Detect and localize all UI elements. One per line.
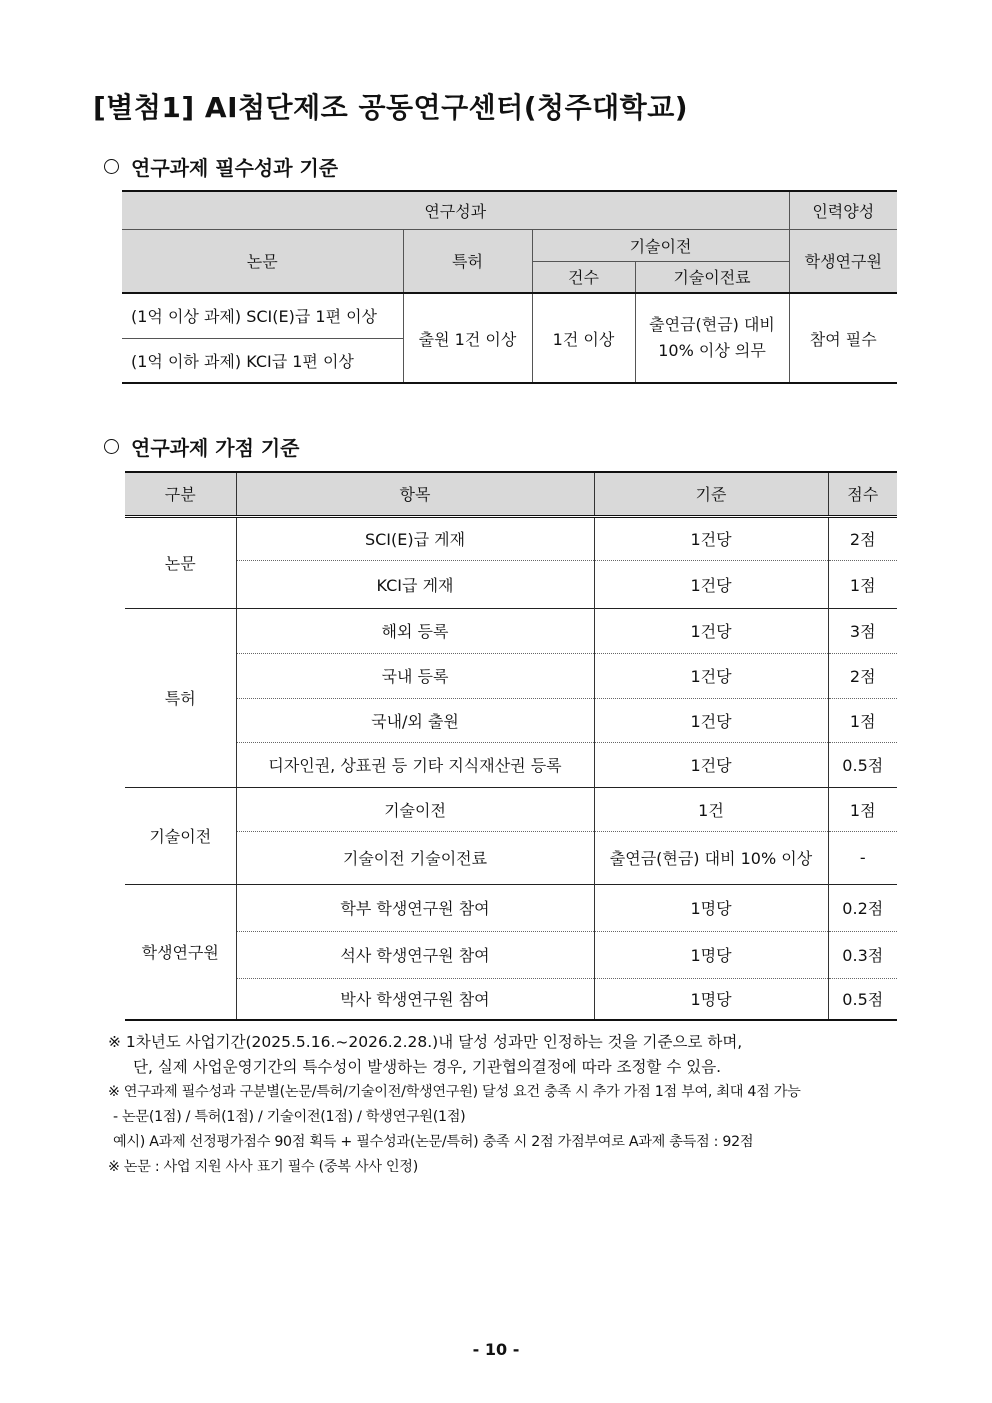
table-row: [125, 978, 897, 1020]
category-cell: 학생연구원: [125, 884, 236, 1020]
score-cell: 1점: [828, 698, 897, 742]
count-requirement: 1건 이상: [532, 293, 635, 383]
table-row: [125, 560, 897, 608]
col-header-category: 구분: [125, 472, 236, 516]
table-row: [125, 742, 897, 787]
table-row: [125, 608, 897, 653]
page-number: - 10 -: [472, 1340, 520, 1359]
circle-bullet-icon: [104, 439, 119, 454]
note-line: ※ 논문 : 사업 지원 사사 표기 필수 (중복 사사 인정): [108, 1159, 418, 1175]
score-cell: 2점: [828, 653, 897, 698]
criteria-cell: 1건당: [594, 698, 828, 742]
item-cell: 해외 등록: [236, 608, 594, 653]
category-cell: 특허: [125, 608, 236, 787]
criteria-cell: 1건당: [594, 653, 828, 698]
item-cell: 디자인권, 상표권 등 기타 지식재산권 등록: [236, 742, 594, 787]
item-cell: 박사 학생연구원 참여: [236, 978, 594, 1020]
criteria-cell: 1건당: [594, 516, 828, 560]
item-cell: 국내 등록: [236, 653, 594, 698]
note-line: - 논문(1점) / 특허(1점) / 기술이전(1점) / 학생연구원(1점): [113, 1109, 466, 1125]
section1-heading-text: 연구과제 필수성과 기준: [131, 156, 339, 180]
table-row: [125, 931, 897, 978]
criteria-cell: 1건: [594, 787, 828, 831]
table-row: [125, 884, 897, 931]
table-row: [125, 516, 897, 560]
header-manpower: 인력양성: [789, 191, 897, 229]
fee-requirement-line2: 10% 이상 의무: [658, 341, 766, 360]
circle-bullet-icon: [104, 159, 119, 174]
criteria-cell: 출연금(현금) 대비 10% 이상: [594, 831, 828, 884]
note-line: ※ 연구과제 필수성과 구분별(논문/특허/기술이전/학생연구원) 달성 요건 충족 시 추가 가점 1점 부여, 최대 4점 가능: [108, 1084, 801, 1100]
section2-heading-text: 연구과제 가점 기준: [131, 436, 300, 460]
category-cell: 논문: [125, 516, 236, 608]
section1-heading: [104, 152, 338, 181]
score-cell: 1점: [828, 560, 897, 608]
notes: [108, 1030, 801, 1180]
header-paper: 논문: [122, 229, 403, 293]
note-line: 예시) A과제 선정평가점수 90점 획득 + 필수성과(논문/특허) 충족 시 2점 가점부여로 A과제 총득점 : 92점: [113, 1134, 754, 1150]
criteria-cell: 1명당: [594, 978, 828, 1020]
header-transfer-fee: 기술이전료: [635, 261, 789, 293]
col-header-criteria: 기준: [594, 472, 828, 516]
note-line: ※ 1차년도 사업기간(2025.5.16.~2026.2.28.)내 달성 성과만 인정하는 것을 기준으로 하며,: [108, 1033, 743, 1051]
table-row: [125, 787, 897, 831]
criteria-cell: 1명당: [594, 931, 828, 978]
student-requirement: 참여 필수: [789, 293, 897, 383]
section2-heading: [104, 432, 300, 461]
table-row: [125, 831, 897, 884]
item-cell: 석사 학생연구원 참여: [236, 931, 594, 978]
item-cell: KCI급 게재: [236, 560, 594, 608]
score-cell: 3점: [828, 608, 897, 653]
score-cell: 2점: [828, 516, 897, 560]
item-cell: SCI(E)급 게재: [236, 516, 594, 560]
header-student-researcher: 학생연구원: [789, 229, 897, 293]
item-cell: 기술이전: [236, 787, 594, 831]
fee-requirement-line1: 출연금(현금) 대비: [649, 315, 775, 334]
score-cell: 0.5점: [828, 742, 897, 787]
col-header-item: 항목: [236, 472, 594, 516]
score-cell: 1점: [828, 787, 897, 831]
criteria-cell: 1명당: [594, 884, 828, 931]
criteria-cell: 1건당: [594, 560, 828, 608]
paper-requirement-1: (1억 이상 과제) SCI(E)급 1편 이상: [122, 293, 403, 338]
criteria-cell: 1건당: [594, 742, 828, 787]
category-cell: 기술이전: [125, 787, 236, 884]
bonus-points-table: [125, 471, 897, 1021]
item-cell: 국내/외 출원: [236, 698, 594, 742]
paper-requirement-2: (1억 이하 과제) KCI급 1편 이상: [122, 338, 403, 383]
header-tech-transfer: 기술이전: [532, 229, 789, 261]
page-title: [별첨1] AI첨단제조 공동연구센터(청주대학교): [93, 91, 689, 124]
item-cell: 학부 학생연구원 참여: [236, 884, 594, 931]
header-research-outcome: 연구성과: [122, 191, 789, 229]
header-patent: 특허: [403, 229, 532, 293]
col-header-score: 점수: [828, 472, 897, 516]
required-outcomes-table: [122, 190, 897, 384]
score-cell: 0.5점: [828, 978, 897, 1020]
criteria-cell: 1건당: [594, 608, 828, 653]
table-row: [125, 698, 897, 742]
table-row: [125, 653, 897, 698]
fee-requirement: [635, 293, 789, 383]
patent-requirement: 출원 1건 이상: [403, 293, 532, 383]
note-line: 단, 실제 사업운영기간의 특수성이 발생하는 경우, 기관협의결정에 따라 조정할 수 있음.: [133, 1058, 722, 1076]
score-cell: 0.3점: [828, 931, 897, 978]
score-cell: 0.2점: [828, 884, 897, 931]
header-count: 건수: [532, 261, 635, 293]
score-cell: -: [828, 831, 897, 884]
item-cell: 기술이전 기술이전료: [236, 831, 594, 884]
